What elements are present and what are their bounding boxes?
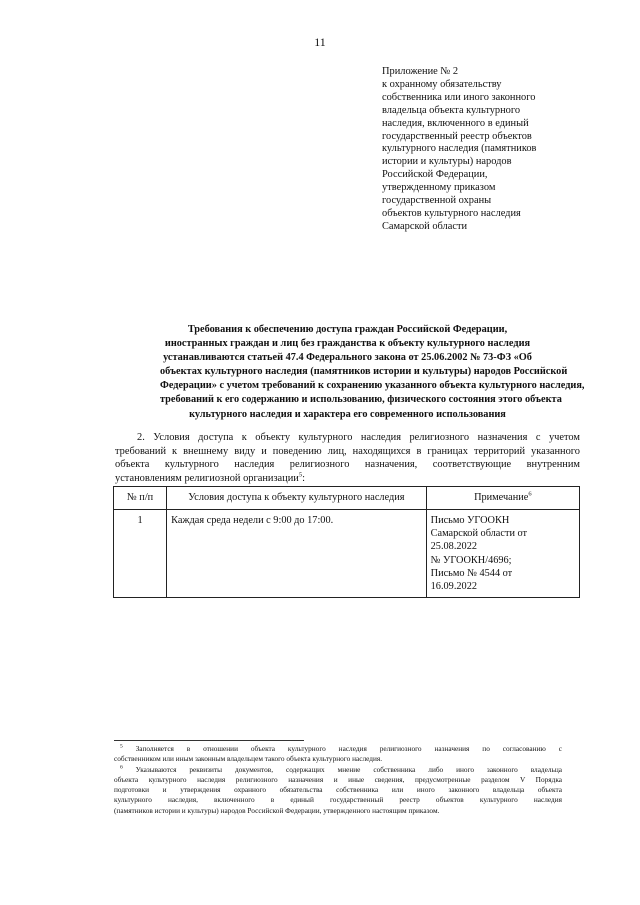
footnote-line: (памятников истории и культуры) народов Российской Федерации, утвержденного настоящим приказом.	[114, 805, 440, 815]
appendix-line: Российской Федерации,	[382, 169, 488, 181]
footnote-line	[114, 744, 562, 754]
access-conditions-paragraph	[115, 431, 580, 486]
note-line: Письмо № 4544 от	[430, 567, 513, 579]
title-line: Требования к обеспечению доступа граждан Российской Федерации,	[187, 324, 508, 335]
paragraph-last-line	[115, 472, 580, 486]
footnotes	[114, 744, 562, 816]
appendix-line: объектов культурного наследия	[382, 207, 521, 219]
appendix-line: государственной охраны	[382, 195, 492, 207]
footnote-line: объекта культурного наследия религиозного назначения и иные сведения, предусмотренные разделом V Порядка	[114, 774, 562, 784]
title-line: объектах культурного наследия (памятников истории и культуры) народов Российской	[160, 366, 568, 378]
header-number: № п/п	[114, 487, 167, 510]
paragraph-line: объекта культурного наследия религиозного назначения, соответствующие внутренним	[115, 459, 580, 471]
table-header-row	[114, 487, 580, 510]
appendix-line: к охранному обязательству	[382, 78, 502, 90]
paragraph-end: :	[302, 473, 305, 485]
access-table	[113, 486, 580, 598]
paragraph-line: требований к внешнему виду и поведению лиц, находящихся в границах территорий указанного	[115, 445, 580, 457]
footnote-text: Заполняется в отношении объекта культурного наследия религиозного назначения по согласованию с	[135, 744, 562, 753]
page-number: 11	[314, 35, 326, 49]
note-line: № УГООКН/4696;	[430, 554, 512, 566]
footnote-separator	[114, 740, 304, 741]
footnote-5	[114, 744, 562, 765]
appendix-line: утвержденному приказом	[382, 182, 496, 194]
cell-note	[426, 510, 579, 598]
header-note-label: Примечание	[474, 492, 529, 504]
title-line: Федерации» с учетом требований к сохранению указанного объекта культурного наследия,	[160, 380, 585, 392]
appendix-line: истории и культуры) народов	[382, 156, 512, 168]
header-conditions: Условия доступа к объекту культурного наследия	[167, 487, 427, 510]
note-line: Самарской области от	[430, 528, 528, 540]
title-line: иностранных граждан и лиц без гражданства к объекту культурного наследия	[164, 338, 531, 350]
footnote-text: Указываются реквизиты документов, содержащих мнение собственника либо иного законного владельца	[135, 764, 562, 774]
appendix-header	[382, 66, 612, 234]
note-line: 16.09.2022	[430, 581, 477, 593]
title-line: устанавливаются статьей 47.4 Федерального закона от 25.06.2002 № 73-ФЗ «Об	[163, 352, 532, 364]
appendix-line: Приложение № 2	[382, 66, 459, 77]
footnote-line	[114, 765, 562, 775]
appendix-line: культурного наследия (памятников	[382, 143, 537, 155]
footnote-6	[114, 765, 562, 816]
appendix-line: владельца объекта культурного	[382, 104, 521, 116]
table-row	[114, 510, 580, 598]
document-title	[160, 323, 585, 422]
appendix-line: Самарской области	[382, 220, 468, 232]
paragraph-line: 2. Условия доступа к объекту культурного наследия религиозного назначения с учетом	[137, 432, 580, 443]
title-line: требований к его содержанию и использованию, физического состояния этого объекта	[160, 394, 562, 406]
paragraph-line: установлениям религиозной организации	[115, 473, 299, 485]
footnote-line: собственником или иным законным владельцем такого объекта культурного наследия.	[114, 754, 383, 764]
cell-conditions: Каждая среда недели с 9:00 до 17:00.	[167, 510, 427, 598]
footnote-line: подготовки и утверждения охранного обязательства собственника или иного законного владельца объекта	[114, 785, 562, 795]
header-note	[426, 487, 579, 510]
footnote-mark: 5	[120, 743, 123, 750]
title-line: культурного наследия и характера его современного использования	[189, 408, 506, 420]
note-line: 25.08.2022	[430, 541, 477, 553]
footnote-ref-5[interactable]: 5	[298, 471, 303, 479]
cell-number: 1	[114, 510, 167, 598]
footnote-mark: 6	[120, 764, 123, 771]
appendix-line: наследия, включенного в единый	[382, 117, 529, 129]
appendix-line: государственный реестр объектов	[382, 130, 532, 142]
footnote-line: культурного наследия, включенного в единый государственный реестр объектов культурного наследия	[114, 795, 562, 805]
footnote-ref-6[interactable]: 6	[528, 490, 532, 498]
appendix-line: собственника или иного законного	[382, 91, 536, 103]
note-line: Письмо УГООКН	[430, 515, 510, 526]
